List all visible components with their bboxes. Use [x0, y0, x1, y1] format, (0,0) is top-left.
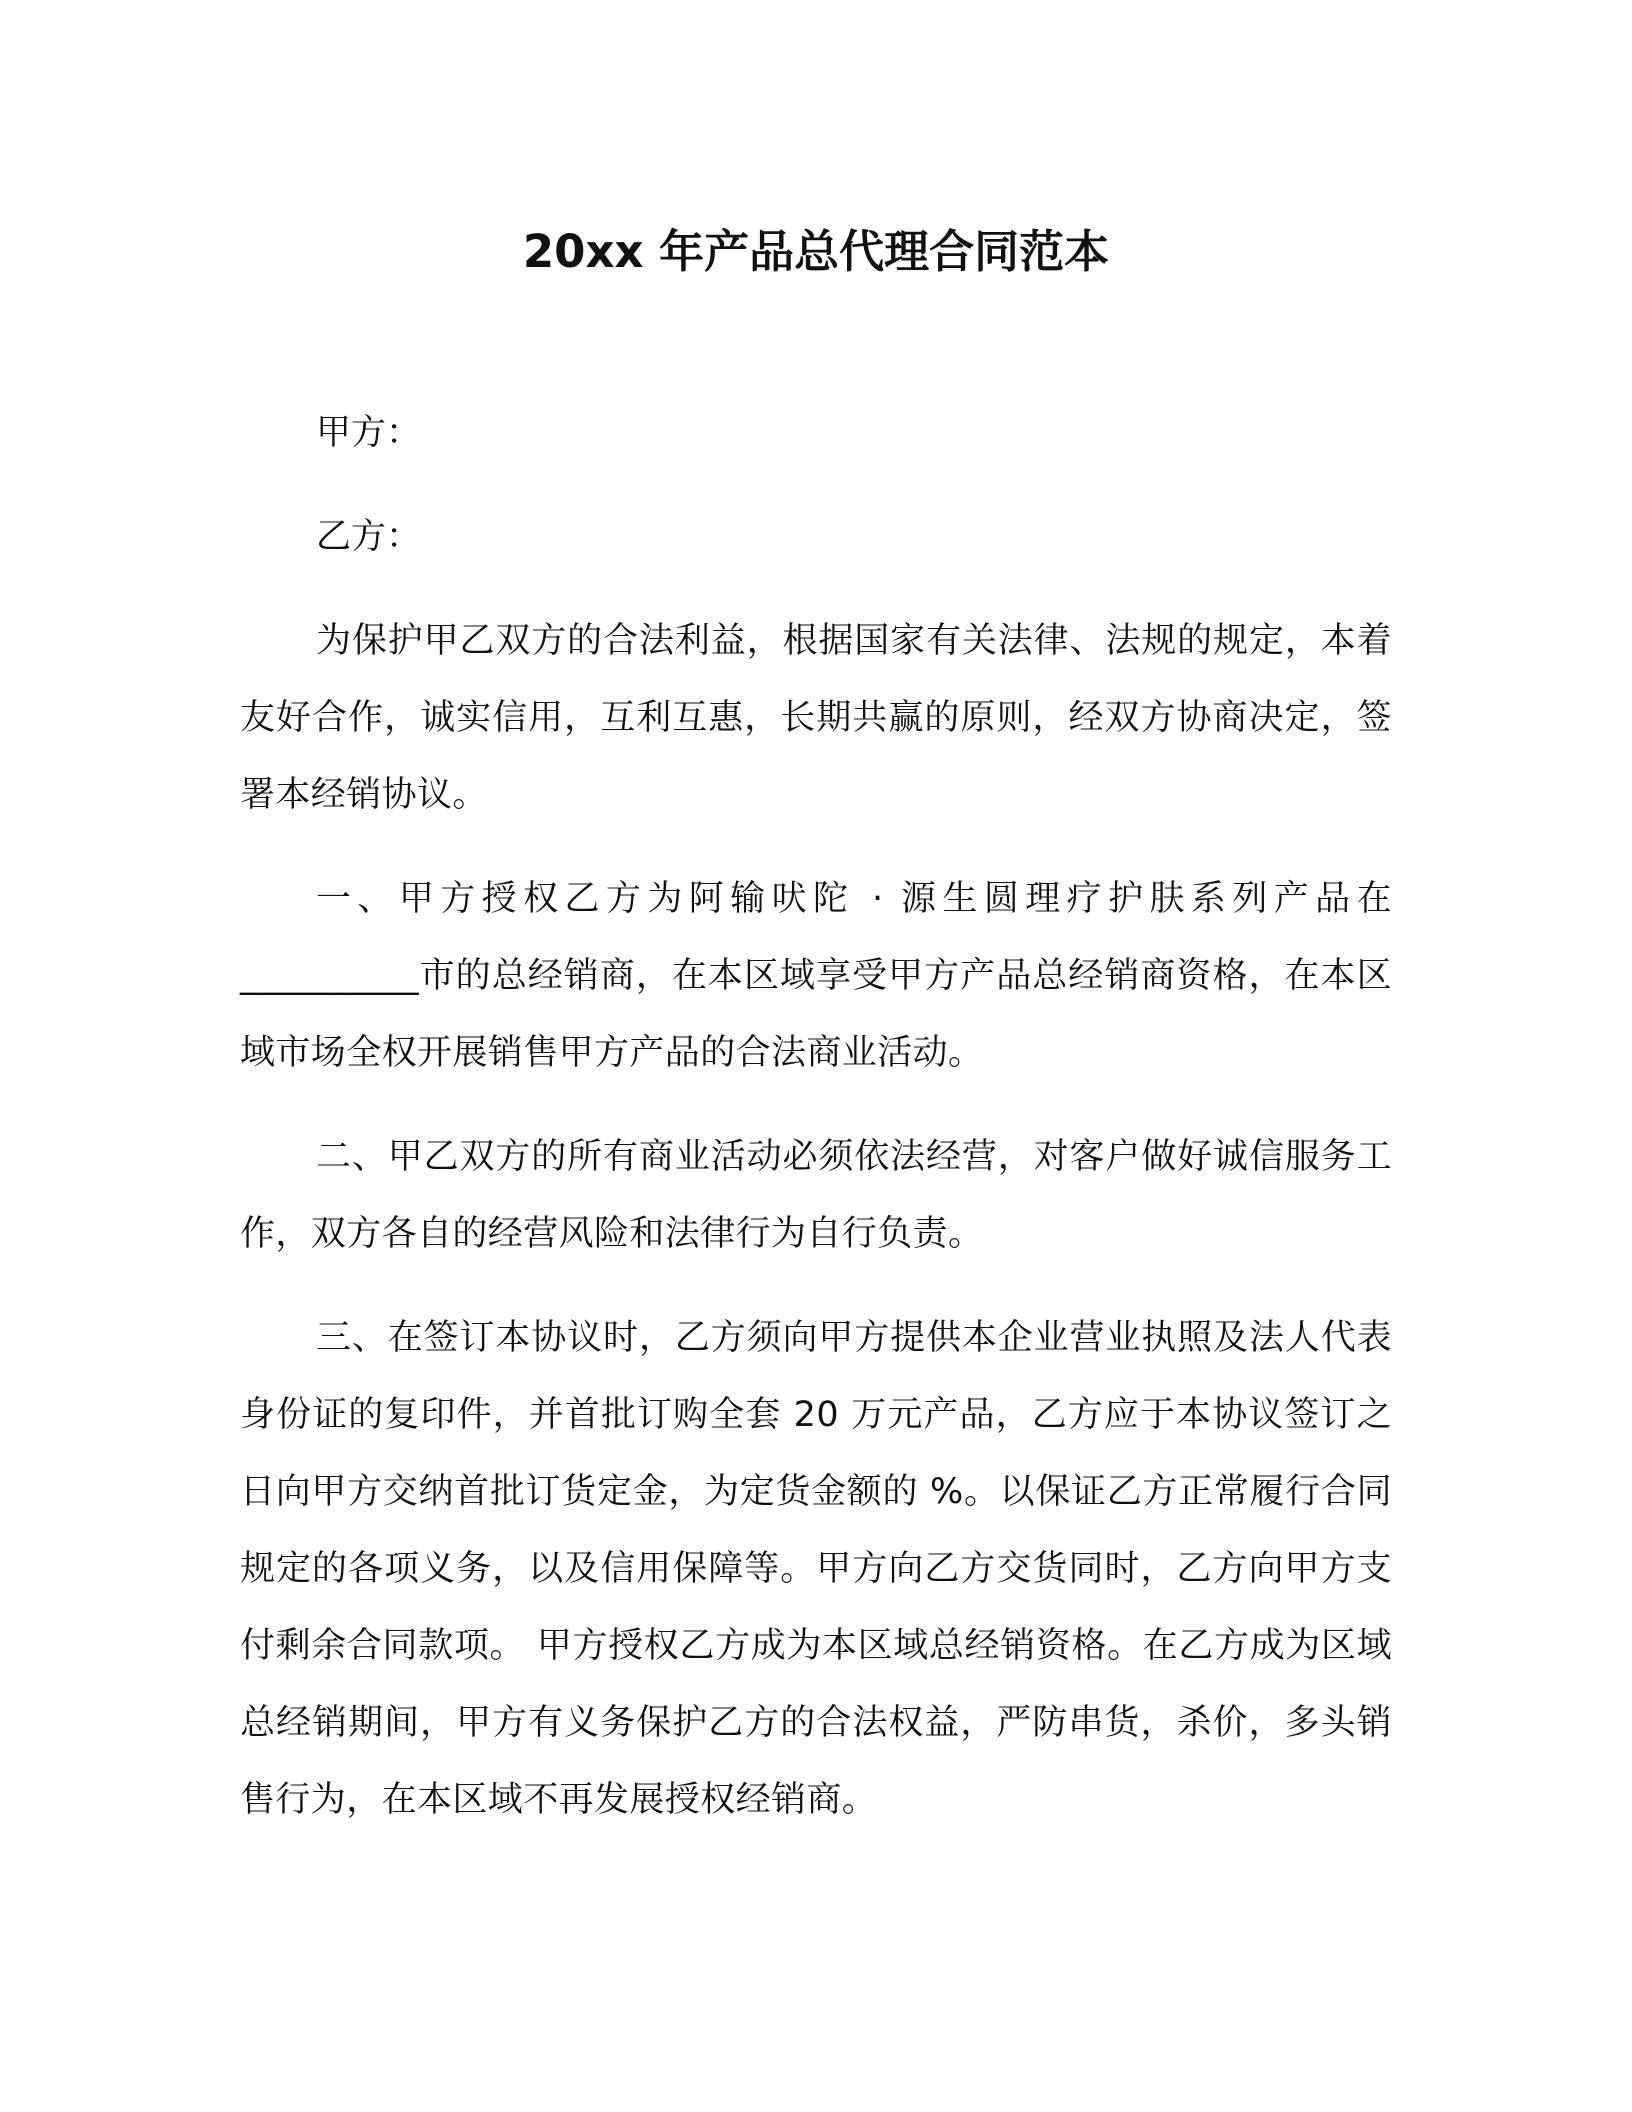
clause-1-paragraph: [240, 861, 1392, 1092]
clause-2-paragraph: 二、甲乙双方的所有商业活动必须依法经营，对客户做好诚信服务工作，双方各自的经营风险和法律行为自行负责。: [240, 1137, 1392, 1254]
clause-3-paragraph: 三、在签订本协议时，乙方须向甲方提供本企业营业执照及法人代表身份证的复印件，并首批订购全套 20 万元产品，乙方应于本协议签订之日向甲方交纳首批订货定金，为定货金额的 %。以保证乙方正常履行合同规定的各项义务，以及信用保障等。甲方向乙方交货同时，乙方向甲方支付剩余合同款项。 甲方授权乙方成为本区域总经销资格。在乙方成为区域总经销期间，甲方有义务保护乙方的合法权益，严防串货，杀价，多头销售行为，在本区域不再发展授权经销商。: [240, 1318, 1392, 1820]
document-body: [240, 395, 1392, 1866]
document-title: 20xx 年产品总代理合同范本: [522, 225, 1110, 278]
region-blank: __________: [240, 956, 419, 996]
clause-1-text-start: 一、甲方授权乙方为阿输吠陀 · 源生圆理疗护肤系列产品在: [316, 879, 1392, 919]
preamble-paragraph: 为保护甲乙双方的合法利益，根据国家有关法律、法规的规定，本着友好合作，诚实信用，互利互惠，长期共赢的原则，经双方协商决定，签署本经销协议。: [240, 621, 1392, 815]
party-a-line: 甲方：: [316, 413, 422, 453]
party-b-line: 乙方：: [316, 517, 422, 557]
clause-1-text-end: 市的总经销商，在本区域享受甲方产品总经销商资格，在本区域市场全权开展销售甲方产品的合法商业活动。: [240, 956, 1392, 1073]
